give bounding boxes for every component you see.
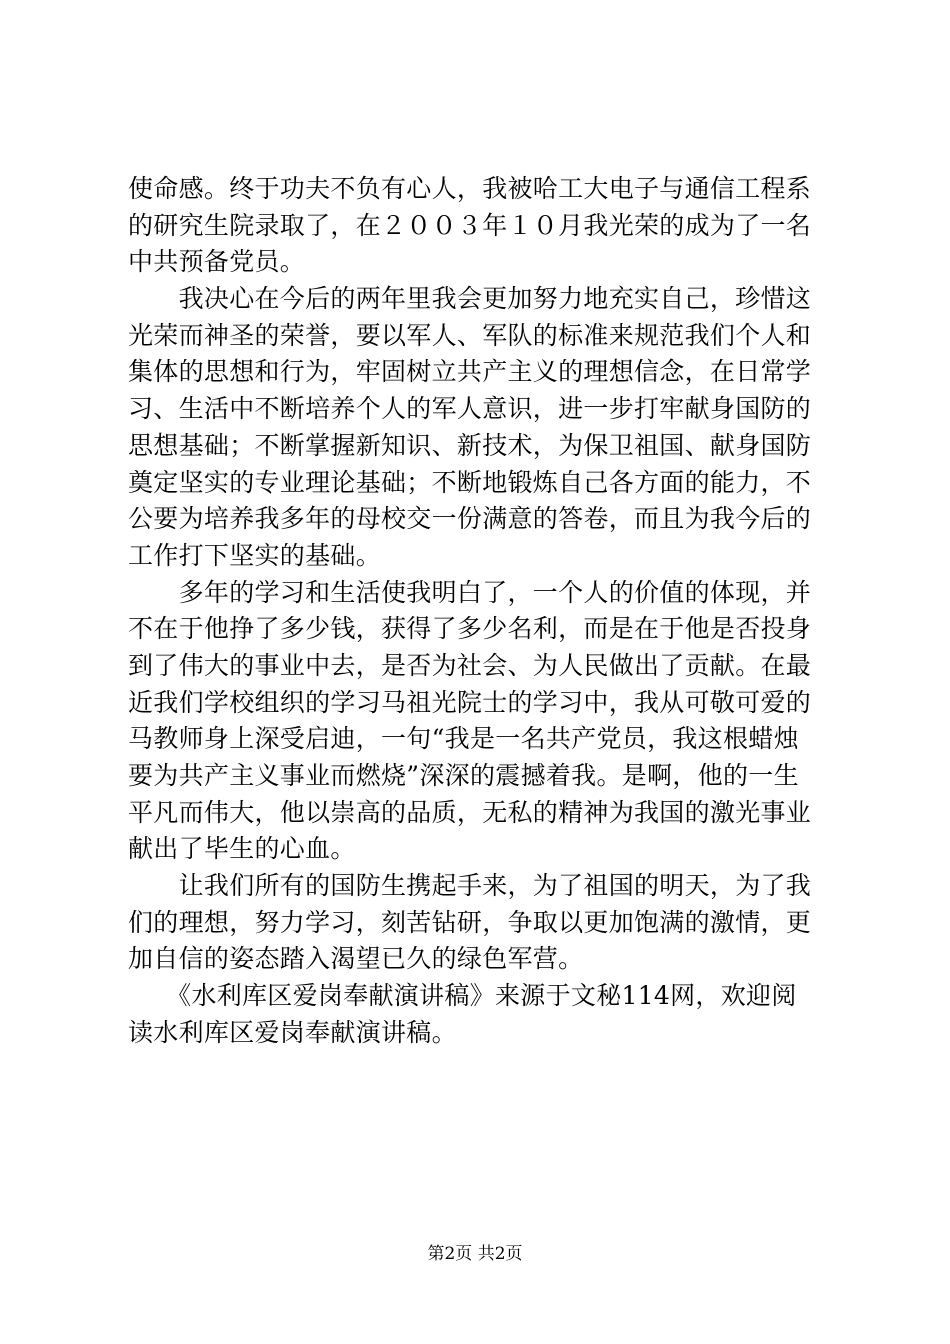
text-line: 奠定坚实的专业理论基础；不断地锻炼自己各方面的能力，不 [128, 467, 812, 497]
text-line: 思想基础；不断掌握新知识、新技术，为保卫祖国、献身国防 [128, 430, 812, 460]
text-line: 献出了毕生的心血。 [128, 834, 356, 864]
text-line: 加自信的姿态踏入渴望已久的绿色军营。 [128, 944, 584, 974]
text-line: 马教师身上深受启迪，一句“我是一名共产党员，我这根蜡烛 [128, 724, 799, 754]
document-body [128, 171, 832, 1052]
text-line: 读水利库区爱岗奉献演讲稿。 [128, 1017, 457, 1047]
text-line: 到了伟大的事业中去，是否为社会、为人民做出了贡献。在最 [128, 650, 812, 680]
text-line: 公要为培养我多年的母校交一份满意的答卷，而且为我今后的 [128, 504, 812, 534]
text-line: 使命感。终于功夫不负有心人，我被哈工大电子与通信工程系 [128, 174, 812, 203]
text-line: 多年的学习和生活使我明白了，一个人的价值的体现，并 [128, 577, 812, 607]
page-footer [0, 1242, 950, 1266]
text-line: 不在于他挣了多少钱，获得了多少名利，而是在于他是否投身 [128, 614, 812, 644]
text-line: 我决心在今后的两年里我会更加努力地充实自己，珍惜这 [128, 284, 812, 314]
text-line: 习、生活中不断培养个人的军人意识，进一步打牢献身国防的 [128, 394, 812, 424]
text-line: 们的理想，努力学习，刻苦钻研，争取以更加饱满的激情，更 [128, 907, 812, 937]
text-line: 近我们学校组织的学习马祖光院士的学习中，我从可敬可爱的 [128, 687, 812, 717]
text-line: 工作打下坚实的基础。 [128, 540, 382, 570]
text-line: 的研究生院录取了，在２００３年１０月我光荣的成为了一名 [128, 210, 812, 240]
text-line: 要为共产主义事业而燃烧”深深的震撼着我。是啊，他的一生 [128, 761, 799, 790]
text-line: 集体的思想和行为，牢固树立共产主义的理想信念，在日常学 [128, 357, 812, 387]
text-line: 平凡而伟大，他以崇高的品质，无私的精神为我国的激光事业 [128, 797, 812, 827]
page-number-label: 第2页 共2页 [427, 1244, 523, 1264]
text-line: 光荣而神圣的荣誉，要以军人、军队的标准来规范我们个人和 [128, 320, 812, 350]
text-line: 《水利库区爱岗奉献演讲稿》来源于文秘114网，欢迎阅 [128, 981, 797, 1011]
text-line: 让我们所有的国防生携起手来，为了祖国的明天，为了我 [128, 871, 812, 901]
text-line: 中共预备党员。 [128, 247, 306, 277]
